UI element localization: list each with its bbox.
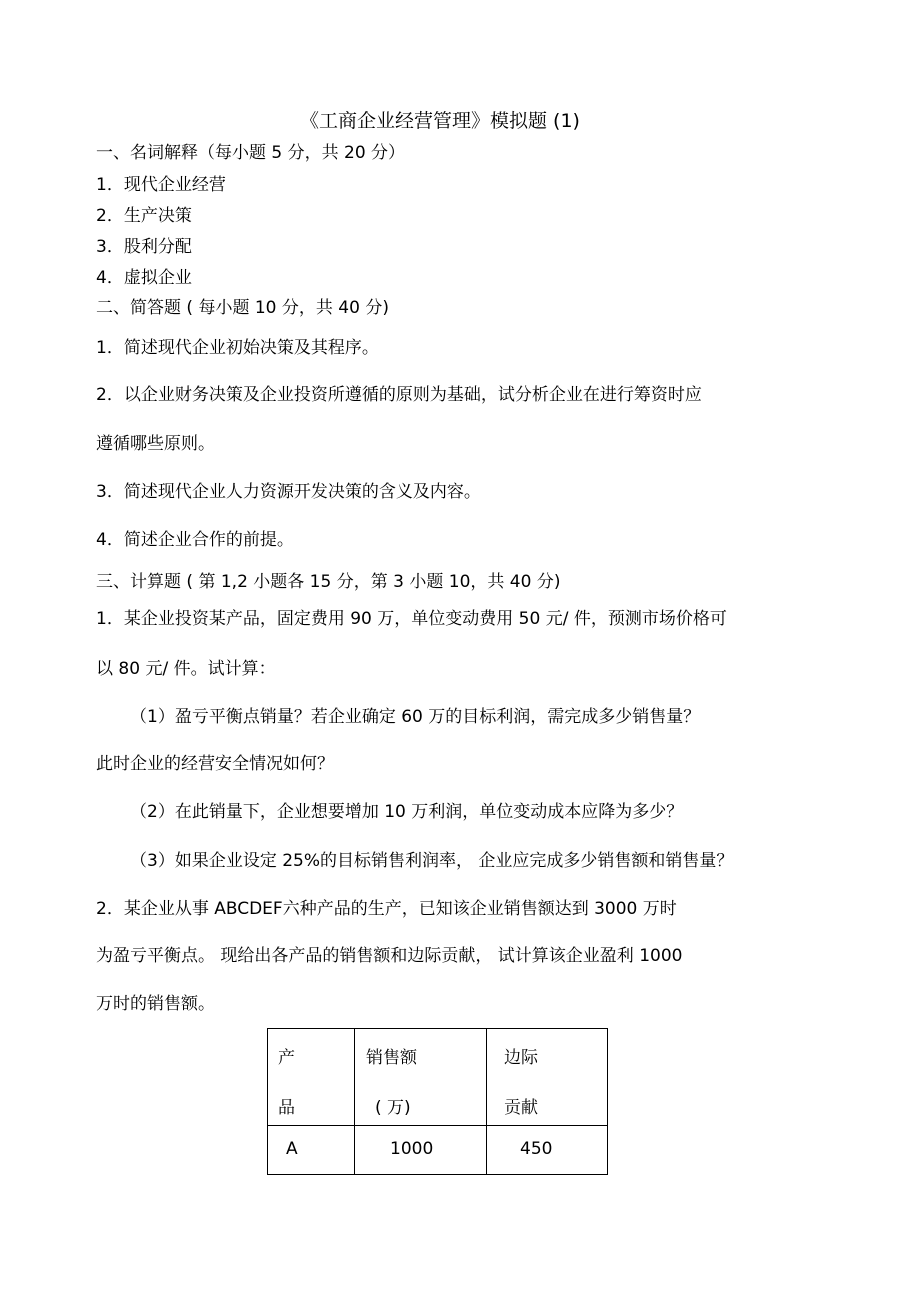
row-sales: 1000	[390, 1139, 434, 1159]
calc-problem-1-line2: 以 80 元/ 件。试计算：	[96, 659, 276, 679]
header-cell-margin	[487, 1029, 608, 1126]
header-cell-sales	[355, 1029, 487, 1126]
header-cell-product	[268, 1029, 355, 1126]
calc-problem-1-sub3: （3）如果企业设定 25%的目标销售利润率， 企业应完成多少销售额和销售量？	[130, 851, 734, 871]
calc-problem-2-line3: 万时的销售额。	[96, 994, 215, 1014]
cell-sales	[355, 1126, 487, 1175]
short-answer-4: 4．简述企业合作的前提。	[96, 530, 294, 550]
table-row	[268, 1126, 608, 1175]
calc-problem-1-sub1-line1: （1）盈亏平衡点销量？若企业确定 60 万的目标利润，需完成多少销售量？	[130, 707, 701, 727]
section2-heading: 二、简答题 ( 每小题 10 分，共 40 分)	[96, 298, 389, 318]
header-margin-line2: 贡献	[504, 1098, 538, 1118]
term-item-3: 3．股利分配	[96, 237, 192, 257]
calc-problem-1-sub1-line2: 此时企业的经营安全情况如何？	[96, 754, 334, 774]
short-answer-3: 3．简述现代企业人力资源开发决策的含义及内容。	[96, 482, 481, 502]
cell-margin	[487, 1126, 608, 1175]
header-margin-line1: 边际	[504, 1048, 538, 1068]
calc-problem-2-line2: 为盈亏平衡点。 现给出各产品的销售额和边际贡献， 试计算该企业盈利 1000	[96, 946, 683, 966]
product-table	[267, 1028, 608, 1175]
section3-heading: 三、计算题 ( 第 1,2 小题各 15 分，第 3 小题 10，共 40 分)	[96, 572, 561, 592]
row-margin: 450	[520, 1139, 553, 1159]
header-sales-line1: 销售额	[366, 1048, 417, 1068]
calc-problem-1-line1: 1．某企业投资某产品，固定费用 90 万，单位变动费用 50 元/ 件，预测市场价格可	[96, 609, 727, 629]
short-answer-1: 1．简述现代企业初始决策及其程序。	[96, 338, 379, 358]
section1-heading: 一、名词解释（每小题 5 分，共 20 分）	[96, 143, 406, 163]
calc-problem-1-sub2: （2）在此销量下，企业想要增加 10 万利润，单位变动成本应降为多少？	[130, 802, 684, 822]
header-product-line2: 品	[278, 1098, 295, 1118]
table-header-row	[268, 1029, 608, 1126]
short-answer-2-line2: 遵循哪些原则。	[96, 434, 215, 454]
term-item-1: 1．现代企业经营	[96, 175, 226, 195]
header-product-line1: 产	[278, 1048, 295, 1068]
calc-problem-2-line1: 2．某企业从事 ABCDEF六种产品的生产，已知该企业销售额达到 3000 万时	[96, 899, 677, 919]
term-item-2: 2．生产决策	[96, 206, 192, 226]
document-title: 《工商企业经营管理》模拟题 (1)	[300, 110, 580, 132]
cell-product	[268, 1126, 355, 1175]
term-item-4: 4．虚拟企业	[96, 268, 192, 288]
header-sales-line2: ( 万)	[375, 1098, 411, 1118]
short-answer-2-line1: 2．以企业财务决策及企业投资所遵循的原则为基础，试分析企业在进行筹资时应	[96, 385, 702, 405]
row-product: A	[286, 1139, 298, 1159]
